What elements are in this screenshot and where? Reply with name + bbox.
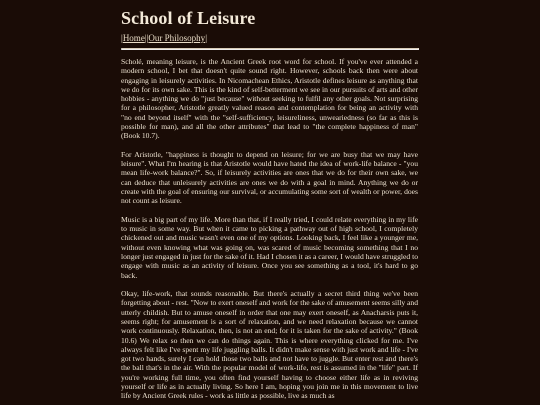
article-paragraph: For Aristotle, "happiness is thought to depend on leisure; for we are busy that we may have leisure". What I'm hearing is that Aristotle would have hated the idea of work-life balance - "you mean life-work balance?". So, if leisurely activities are ones that we do for their own sake, we can deduce that unleisurely activities are ones we do with a goal in mind. Anything we do or create with the goal of ensuring our survival, or accumulating some sort of wealth or power, does not count as leisure.: [121, 149, 418, 206]
article-paragraph: Music is a big part of my life. More than that, if I really tried, I could relate everything in my life to music in some way. But when it came to picking a pathway out of high school, I completely chickened out and music wasn't even one of my options. Looking back, I feel like a younger me, without even knowing what was going on, was scared of music becoming something that I no longer just engaged in just for the sake of it. Had I chosen it as a career, I would have struggled to engage with music as an activity of leisure. Once you see something as a tool, it's hard to go back.: [121, 214, 418, 280]
nav-separator: |: [205, 33, 207, 43]
nav-separator: ||: [144, 33, 149, 43]
nav-link-home[interactable]: Home: [122, 33, 145, 43]
nav-link-our-philosophy[interactable]: Our Philosophy: [148, 33, 206, 43]
nav-separator: |: [121, 33, 123, 43]
article-body: [121, 57, 418, 405]
nav-bar: [121, 33, 207, 44]
article-paragraph: Scholé, meaning leisure, is the Ancient Greek root word for school. If you've ever attended a modern school, I bet that doesn't quite sound right. However, schools back then were about engaging in leisurely activities. In Nicomachean Ethics, Aristotle defines leisure as anything that we do for its own sake. This is the kind of self-betterment we see in our pursuits of arts and other hobbies - anything we do "just because" without seeking to fulfil any other goals. Not surprising for a philosopher, Aristotle greatly valued reason and contemplation for being an activity with "no end beyond itself" with the "self-sufficiency, leisureliness, unweariedness (so far as this is possible for man), and all the other attributes" that lead to "the complete happiness of man" (Book 10.7).: [121, 57, 418, 141]
header-divider: [121, 48, 419, 50]
site-title: School of Leisure: [121, 8, 256, 28]
article-paragraph: Okay, life-work, that sounds reasonable. But there's actually a secret third thing we've been forgetting about - rest. "Now to exert oneself and work for the sake of amusement seems silly and utterly childish. But to amuse oneself in order that one may exert oneself, as Anacharsis puts it, seems right; for amusement is a sort of relaxation, and we need relaxation because we cannot work continuously. Relaxation, then, is not an end; for it is taken for the sake of activity." (Book 10.6) We relax so then we can do things again. This is where everything clicked for me. I've always felt like I've spent my life juggling balls. It didn't make sense with just work and life - I've got two hands, surely I can hold those two balls and not have to juggle. But enter rest and there's the ball that's in the air. With the popular model of work-life, rest is assumed in the "life" part. If you're working full time, you often find yourself having to choose either life as in reviving yourself or life as in actually living. So here I am, hoping you join me in this movement to live life by Ancient Greek rules - work as little as possible, live as much as: [121, 289, 418, 401]
